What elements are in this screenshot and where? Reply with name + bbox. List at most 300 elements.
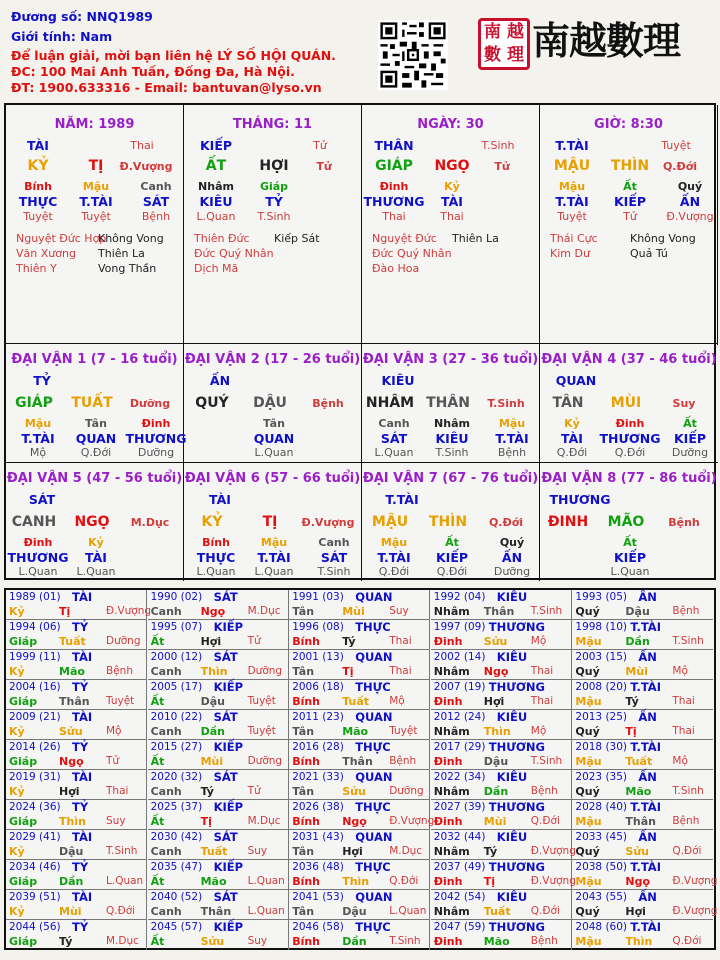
dai-van-god: TỶ [33,373,51,388]
pillar-hidden-state: Thai [382,210,406,223]
year-stem: Canh [150,725,182,738]
year-state: T.Sinh [530,755,563,767]
dai-van-hidden-stem: Mậu [24,417,52,430]
year-god: THỰC [355,800,391,814]
year-label: 2019 (31) [9,771,61,783]
dai-van-main-1: TUẤT [71,395,113,411]
year-label: 2026 (38) [292,801,344,813]
year-state: Bệnh [106,665,133,677]
year-branch: Thìn [59,815,86,828]
dai-van-hidden-god: THƯƠNG [599,431,661,446]
year-god: ẤN [638,650,657,664]
year-state: Tuyệt [247,695,276,707]
year-label: 2020 (32) [150,771,203,783]
year-god: T.TÀI [630,920,661,934]
year-god: THƯƠNG [488,920,545,934]
year-state: Bệnh [672,815,700,827]
pillars-board [4,103,716,580]
year-state: T.Sinh [106,845,138,857]
year-stem: Quý [575,845,600,858]
gender: Giới tính: Nam [11,29,113,44]
pillar-main-1: NGỌ [434,158,470,174]
year-branch: Thân [625,815,656,828]
year-branch: Dậu [483,755,509,768]
year-label: 1989 (01) [9,591,61,603]
year-state: Tuyệt [106,695,135,707]
year-label: 2042 (54) [433,891,486,903]
year-label: 2043 (55) [575,891,628,903]
seal-stamp: 南 越 數 理 [478,18,530,70]
year-state: Mộ [530,635,547,647]
dai-van-hidden-stem: Quý [499,536,525,549]
year-branch: Dần [342,935,367,948]
dai-van-main-2: Bệnh [668,516,700,529]
pillar-hidden-state: Tử [623,210,637,223]
pillar-hidden-stem: Ất [623,180,637,193]
pillar-hidden-stem: Quý [677,180,703,193]
year-cell [431,770,572,800]
year-state: Tử [106,755,120,767]
dai-van-hidden-stem: Kỷ [564,417,580,430]
year-god: T.TÀI [630,620,661,634]
year-label: 2015 (27) [150,741,203,753]
dai-van-hidden-god: THỰC [196,550,236,565]
pillar-title: THÁNG: 11 [232,117,313,132]
dai-van-main-2: Đ.Vượng [301,516,355,529]
pillar-hidden-god: T.TÀI [555,194,589,209]
year-stem: Bính [292,815,321,828]
year-branch: Mùi [342,605,365,618]
dai-van-hidden-state: Dưỡng [137,446,175,459]
dai-van-title: ĐẠI VẬN 8 (77 - 86 tuổi) [541,471,717,486]
year-branch: Dậu [625,605,650,618]
year-cell [431,590,572,620]
year-god: KIẾP [213,860,244,874]
year-stem: Tân [292,785,315,798]
year-god: QUAN [355,590,393,604]
year-cell [289,650,430,680]
dai-van-hidden-god: TÀI [561,431,583,446]
year-state: Đ.Vượng [530,845,576,857]
year-state: Thai [106,785,129,797]
year-god: T.TÀI [630,740,661,754]
dai-van-main-2: Dưỡng [129,397,171,410]
year-cell [431,860,576,890]
year-god: T.TÀI [630,680,661,694]
year-label: 2013 (25) [575,711,628,723]
year-state: Thai [530,695,554,707]
year-label: 1994 (06) [9,621,61,633]
year-state: Suy [106,815,126,827]
year-state: Dưỡng [247,665,283,677]
year-god: QUAN [355,770,393,784]
star-left: Thiên Y [16,262,57,275]
year-state: Đ.Vượng [106,605,152,617]
year-god: SÁT [213,590,238,604]
year-stem: Đinh [433,635,463,648]
year-branch: Tuất [200,845,228,858]
year-state: Q.Đới [672,845,702,857]
year-label: 2040 (52) [150,891,203,903]
year-cell [148,770,289,800]
year-stem: Kỷ [9,605,25,618]
year-stem: Giáp [9,635,38,648]
dai-van-title: ĐẠI VẬN 2 (17 - 26 tuổi) [184,352,361,367]
year-cell [148,710,289,740]
pillar-top-state: T.Sinh [481,139,515,152]
year-state: Mộ [672,755,688,767]
pillar-hidden-god: THƯƠNG [363,194,425,209]
dai-van-main-1: MÃO [607,514,645,530]
year-cell [572,890,718,920]
year-cell [6,890,147,920]
year-god: TỶ [72,860,89,874]
pillar-main-0: ẤT [205,158,227,174]
year-god: KIẾP [213,740,244,754]
year-cell [6,860,147,890]
year-stem: Tân [292,845,315,858]
pillar-main-0: GIÁP [375,158,413,174]
pillar-hidden-state: Bệnh [141,210,171,223]
year-stem: Tân [292,605,315,618]
year-god: KIẾP [213,680,244,694]
dai-van-main-0: KỶ [201,514,223,530]
year-branch: Tý [59,935,73,948]
year-label: 2027 (39) [433,801,486,813]
year-god: THƯƠNG [488,680,545,694]
year-state: Tuyệt [389,725,418,737]
year-branch: Tị [625,725,637,738]
year-state: Q.Đới [530,815,560,827]
year-god: KIẾP [213,620,244,634]
dai-van-hidden-god: KIẾP [673,431,707,446]
year-branch: Sửu [483,635,508,648]
year-label: 2048 (60) [575,921,628,933]
dai-van-hidden-state: L.Quan [18,565,58,578]
year-state: Thai [530,665,554,677]
dai-van-hidden-state: L.Quan [374,446,414,459]
year-god: THỰC [355,920,391,934]
star-left: Nguyệt Đức [372,232,437,245]
year-cell [289,710,430,740]
star-left: Thái Cực [550,232,598,245]
year-stem: Mậu [575,875,602,888]
dai-van-hidden-state: Q.Đới [80,446,112,459]
dai-van-hidden-god: T.TÀI [21,431,55,446]
year-god: TÀI [72,890,93,904]
year-state: Mộ [672,665,688,677]
year-cell [572,710,713,740]
year-stem: Đinh [433,755,463,768]
dai-van-hidden-stem: Ất [683,417,697,430]
year-branch: Tuất [483,905,511,918]
year-cell [289,770,430,800]
dai-van-god: TÀI [209,492,231,507]
star-left: Nguyệt Đức Hợp [16,232,107,245]
year-cell [431,740,572,770]
dai-van-main-0: CANH [11,514,57,530]
pillar-hidden-god: KIÊU [199,194,233,209]
year-state: Dưỡng [106,635,141,647]
year-branch: Tý [625,695,639,708]
year-label: 2018 (30) [575,741,628,753]
year-label: 1996 (08) [292,621,344,633]
pillar-top-god: T.TÀI [555,138,589,153]
star-right: Thiên La [98,247,145,260]
year-branch: Sửu [200,935,225,948]
year-god: TỶ [72,920,89,934]
pillar-title: NĂM: 1989 [54,117,135,132]
year-branch: Tý [483,845,498,858]
year-state: Đ.Vượng [530,875,576,887]
star-right: Vong Thần [98,262,157,275]
dai-van-main-2: Suy [672,397,696,410]
year-branch: Ngọ [59,755,84,768]
year-state: M.Dục [106,935,139,947]
pillar-hidden-state: Thai [440,210,464,223]
year-stem: Quý [575,605,600,618]
year-label: 2024 (36) [9,801,61,813]
year-label: 2012 (24) [433,711,486,723]
dai-van-hidden-stem: Ất [623,536,637,549]
year-cell [148,860,289,890]
dai-van-god: QUAN [555,373,597,388]
year-cell [6,920,147,950]
year-branch: Tuất [342,695,369,708]
year-cell [431,920,572,950]
year-god: ẤN [638,830,657,844]
year-label: 1995 (07) [150,621,203,633]
year-stem: Quý [575,665,600,678]
year-label: 1992 (04) [433,591,486,603]
pillar-top-state: Tử [313,139,327,152]
year-stem: Mậu [575,755,602,768]
year-cell [148,620,289,650]
year-branch: Mùi [625,665,648,678]
year-label: 1991 (03) [292,591,344,603]
year-state: Đ.Vượng [389,815,435,827]
dai-van-hidden-god: THƯƠNG [125,431,187,446]
year-branch: Hợi [342,845,363,858]
year-state: Suy [389,605,409,617]
year-label: 2036 (48) [292,861,344,873]
dai-van-god: ẤN [209,373,231,388]
qr-code-icon[interactable] [378,20,448,90]
year-stem: Kỷ [9,845,25,858]
year-god: SÁT [213,650,238,664]
year-god: TÀI [72,590,93,604]
year-branch: Mùi [59,905,82,918]
year-cell [6,800,147,830]
year-branch: Mão [59,665,85,678]
year-stem: Nhâm [433,905,470,918]
dai-van-4 [540,343,718,462]
year-state: Thai [672,695,695,707]
year-label: 2004 (16) [9,681,61,693]
year-stem: Giáp [9,755,38,768]
year-cell [6,650,147,680]
dai-van-god: THƯƠNG [549,492,611,507]
year-state: L.Quan [247,905,285,917]
year-god: KIÊU [496,590,528,604]
year-god: QUAN [355,890,393,904]
pillar-hidden-stem: Bính [24,180,52,193]
year-label: 1990 (02) [150,591,203,603]
year-state: Suy [247,935,268,947]
dai-van-3 [362,343,540,462]
year-state: L.Quan [106,875,144,887]
pillar-main-1: TỊ [88,158,104,174]
pillar-top-state: Thai [130,139,154,152]
year-cell [572,920,713,950]
dai-van-hidden-stem: Ất [445,536,459,549]
pillar-hidden-stem: Mậu [82,180,110,193]
year-state: Mộ [106,725,122,737]
year-god: TÀI [72,770,93,784]
year-label: 2032 (44) [433,831,486,843]
dai-van-hidden-stem: Bính [202,536,230,549]
dai-van-5 [6,462,184,581]
year-god: KIẾP [213,920,244,934]
year-god: TỶ [72,740,89,754]
dai-van-god: SÁT [28,492,56,507]
year-state: Thai [389,635,412,647]
dai-van-hidden-stem: Đinh [615,417,645,430]
pillar-hidden-god: THỰC [18,194,58,209]
year-label: 2007 (19) [433,681,486,693]
year-branch: Tuất [59,635,86,648]
year-cell [289,740,430,770]
year-god: QUAN [355,710,393,724]
year-cell [431,710,572,740]
dai-van-main-1: MÙI [610,395,642,411]
year-state: Dưỡng [389,785,424,797]
dai-van-hidden-state: Q.Đới [614,446,646,459]
year-god: ẤN [638,770,657,784]
dai-van-main-1: THÌN [428,514,468,530]
year-cell [289,830,430,860]
dai-van-main-0: MẬU [371,514,409,530]
year-cell [148,740,289,770]
year-cell [289,860,430,890]
year-stem: Bính [292,875,321,888]
year-cell [431,830,576,860]
year-cell [148,680,289,710]
dai-van-hidden-state: Bệnh [497,446,527,459]
dai-van-hidden-god: KIẾP [435,550,469,565]
year-branch: Hợi [59,785,80,798]
star-right: Không Vong [630,232,696,245]
year-state: Bệnh [530,785,558,797]
year-branch: Sửu [59,725,83,738]
year-branch: Dần [200,725,225,738]
year-cell [572,860,718,890]
year-god: KIÊU [496,770,528,784]
year-state: Thai [389,665,412,677]
year-god: SÁT [213,710,238,724]
year-stem: Giáp [9,875,38,888]
year-state: Q.Đới [530,905,560,917]
year-branch: Sửu [342,785,366,798]
dai-van-title: ĐẠI VẬN 6 (57 - 66 tuổi) [184,471,361,486]
year-god: THƯƠNG [488,740,545,754]
star-right: Quả Tú [630,247,668,260]
year-label: 2002 (14) [433,651,486,663]
year-stem: Đinh [433,935,463,948]
dai-van-6 [184,462,362,581]
year-stem: Kỷ [9,905,25,918]
year-state: Tuyệt [247,725,276,737]
year-label: 2025 (37) [150,801,203,813]
year-stem: Tân [292,725,315,738]
year-god: TỶ [72,620,89,634]
year-branch: Thìn [342,875,370,888]
pillar-main-0: MẬU [553,158,591,174]
pillar-main-2: Tử [316,160,332,173]
dai-van-title: ĐẠI VẬN 7 (67 - 76 tuổi) [362,471,539,486]
pillar-3 [540,105,718,345]
dai-van-hidden-god: T.TÀI [377,550,411,565]
year-cell [431,680,572,710]
year-stem: Kỷ [9,785,25,798]
year-stem: Ất [150,695,165,708]
year-stem: Mậu [575,815,602,828]
year-god: ẤN [638,890,657,904]
year-stem: Bính [292,695,321,708]
year-branch: Dần [625,635,650,648]
year-stem: Giáp [9,695,38,708]
year-state: Tử [247,635,261,647]
dai-van-hidden-state: L.Quan [254,446,294,459]
year-state: Suy [247,845,268,857]
year-branch: Mão [342,725,369,738]
year-stem: Đinh [433,815,463,828]
dai-van-hidden-state: L.Quan [76,565,116,578]
year-label: 2021 (33) [292,771,344,783]
dai-van-2 [184,343,362,462]
year-branch: Thìn [625,935,653,948]
contact-address: ĐC: 100 Mai Anh Tuấn, Đống Đa, Hà Nội. [11,64,295,79]
dai-van-hidden-state: L.Quan [610,565,650,578]
dai-van-hidden-state: L.Quan [254,565,294,578]
year-label: 2031 (43) [292,831,344,843]
year-cell [148,830,289,860]
year-branch: Ngọ [200,605,226,618]
year-branch: Thân [342,755,373,768]
year-cell [6,620,147,650]
year-label: 2003 (15) [575,651,628,663]
year-cell [6,710,147,740]
year-label: 1997 (09) [433,621,486,633]
year-branch: Dậu [342,905,367,918]
dai-van-hidden-stem: Canh [378,417,410,430]
year-god: TÀI [72,650,93,664]
year-label: 2041 (53) [292,891,344,903]
year-god: THỰC [355,740,391,754]
year-state: L.Quan [389,905,427,917]
dai-van-main-1: TỊ [262,514,278,530]
dai-van-hidden-state: T.Sinh [317,565,351,578]
contact-notice: Để luận giải, mời bạn liên hệ LÝ SỐ HỘI QUÁN. [11,48,336,63]
year-cell [289,800,435,830]
year-cell [431,890,572,920]
pillar-main-2: Tử [494,160,510,173]
year-stem: Nhâm [433,785,470,798]
dai-van-god: KIÊU [381,373,415,388]
pillar-0 [6,105,184,345]
pillar-hidden-stem: Đinh [379,180,409,193]
year-stem: Nhâm [433,845,470,858]
